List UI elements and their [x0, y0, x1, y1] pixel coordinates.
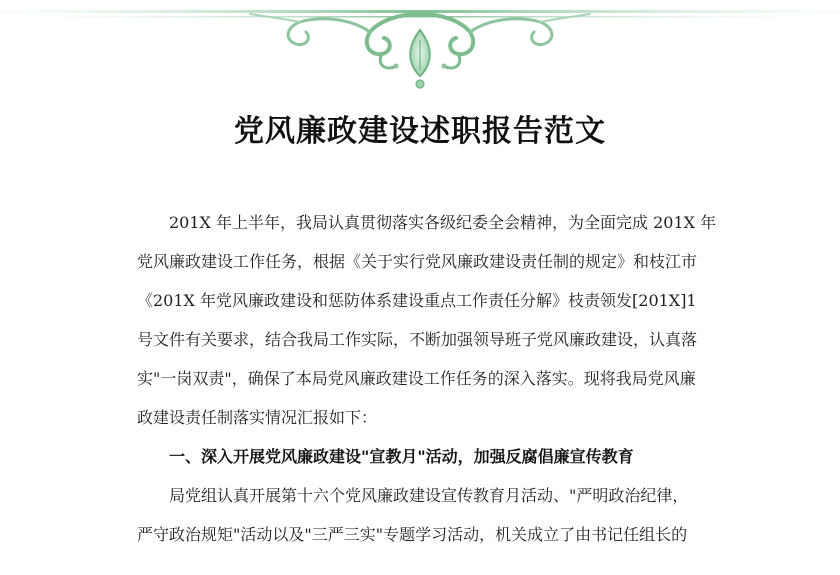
document-title: 党风廉政建设述职报告范文: [234, 114, 606, 149]
filigree-ornament-icon: [0, 0, 840, 100]
paragraph-line: 实"一岗双责"，确保了本局党风廉政建设工作任务的深入落实。现将我局党风廉: [137, 369, 696, 388]
paragraph-line: 201X 年上半年，我局认真贯彻落实各级纪委全会精神，为全面完成 201X 年: [169, 213, 717, 232]
paragraph-line: 号文件有关要求，结合我局工作实际，不断加强领导班子党风廉政建设，认真落: [137, 330, 698, 349]
paragraph-line: 局党组认真开展第十六个党风廉政建设宣传教育月活动、"严明政治纪律，: [169, 486, 689, 505]
paragraph-line: 政建设责任制落实情况汇报如下：: [137, 408, 378, 427]
paragraph-line: 《201X 年党风廉政建设和惩防体系建设重点工作责任分解》枝责领发[201X]1: [137, 291, 697, 310]
section-heading: 一、深入开展党风廉政建设"宣教月"活动，加强反腐倡廉宣传教育: [169, 447, 634, 466]
paragraph-line: 党风廉政建设工作任务，根据《关于实行党风廉政建设责任制的规定》和枝江市: [137, 252, 698, 271]
paragraph-line: 严守政治规矩"活动以及"三严三实"专题学习活动，机关成立了由书记任组长的: [137, 525, 688, 544]
document-body: [137, 203, 737, 554]
